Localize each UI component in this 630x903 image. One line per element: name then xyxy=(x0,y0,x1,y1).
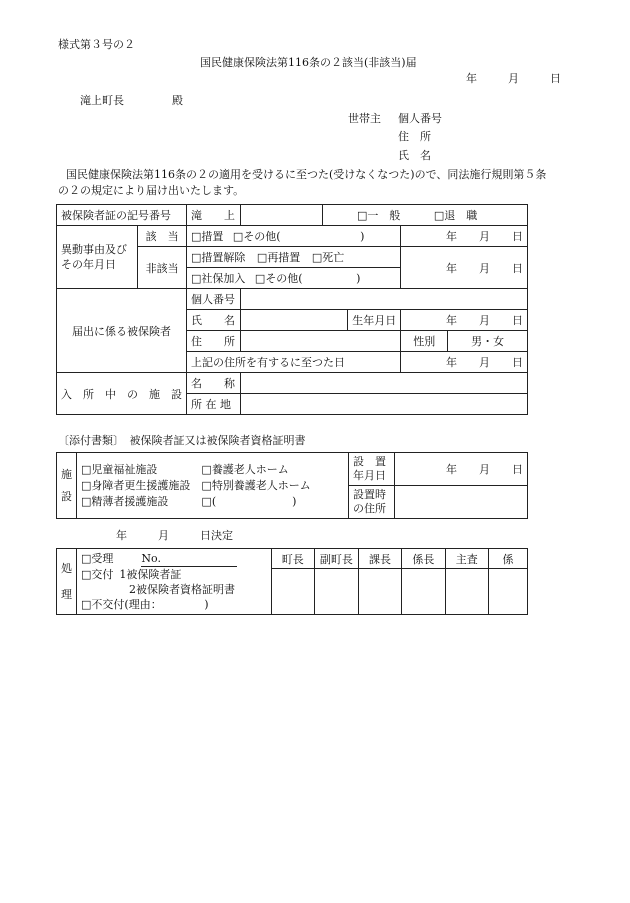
other2-label: その他( xyxy=(265,272,303,285)
setup-date[interactable] xyxy=(394,453,527,486)
receipt-number[interactable]: No. xyxy=(141,551,237,567)
day-label: 日 xyxy=(512,356,523,369)
facility-label: 入 所 中 の 施 設 xyxy=(57,373,187,415)
form-number: 様式第３号の２ xyxy=(58,38,135,51)
facility-name-label: 名 称 xyxy=(187,373,241,394)
other-facility-checkbox[interactable] xyxy=(201,495,211,508)
stamp-box-vice-mayor[interactable] xyxy=(314,569,358,615)
non-applicable-options-1 xyxy=(187,247,401,268)
addressee: 滝上町長 xyxy=(80,94,124,107)
intro-line-1: 国民健康保険法第116条の２の適用を受けるに至つた(受けなくなつた)ので、同法施行規則第５条 xyxy=(66,168,547,181)
other-checkbox[interactable] xyxy=(233,230,243,243)
applicable-options xyxy=(187,226,401,247)
month-label: 月 xyxy=(479,261,490,275)
address-label: 住 所 xyxy=(187,331,241,352)
year-label: 年 xyxy=(446,314,457,327)
month-label: 月 xyxy=(479,463,490,476)
stamp-box-chief-clerk[interactable] xyxy=(445,569,488,615)
stamp-box-section-chief[interactable] xyxy=(358,569,401,615)
householder-id-label: 個人番号 xyxy=(398,112,442,125)
name-field[interactable] xyxy=(240,310,347,331)
setup-address-label xyxy=(349,486,395,519)
decision-date xyxy=(116,527,233,543)
householder-address-label: 住 所 xyxy=(398,130,431,143)
death-label: 死亡 xyxy=(322,251,345,264)
received-checkbox[interactable] xyxy=(81,552,91,565)
process-label-2: 理 xyxy=(61,587,72,601)
personal-number-field[interactable] xyxy=(240,289,527,310)
issued-item-2: 2被保険者資格証明書 xyxy=(129,583,235,596)
insured-label: 届出に係る被保険者 xyxy=(57,289,187,373)
stamp-box-mayor[interactable] xyxy=(271,569,314,615)
children-welfare-checkbox[interactable] xyxy=(81,463,91,476)
disabled-rehab-label: 身障者更生援護施設 xyxy=(91,478,191,492)
reason-label-line2: その年月日 xyxy=(61,258,116,271)
year-label: 年 xyxy=(466,72,477,85)
householder-name-label: 氏 名 xyxy=(398,149,431,162)
name-label: 氏 名 xyxy=(187,310,241,331)
disabled-rehab-checkbox[interactable] xyxy=(81,479,91,492)
since-label: 上記の住所を有するに至つた日 xyxy=(187,352,401,373)
processing-table xyxy=(56,548,528,615)
measure-label: 措置 xyxy=(201,230,224,243)
decision-year-label: 年 xyxy=(116,529,127,542)
day-label: 日 xyxy=(512,230,523,243)
facility-address-field[interactable] xyxy=(240,394,527,415)
householder-label: 世帯主 xyxy=(348,112,381,125)
birth-date[interactable] xyxy=(401,310,528,331)
personal-number-label: 個人番号 xyxy=(187,289,241,310)
town-name: 滝 上 xyxy=(187,205,241,226)
general-label: 一 般 xyxy=(367,209,401,222)
setup-address-field[interactable] xyxy=(394,486,527,519)
setup-address-line2: の住所 xyxy=(353,502,387,515)
measure-release-label: 措置解除 xyxy=(201,251,246,264)
decision-month-label: 月 xyxy=(158,529,169,542)
elderly-care-label: 養護老人ホーム xyxy=(211,462,289,476)
issued-checkbox[interactable] xyxy=(81,568,91,581)
measure-checkbox[interactable] xyxy=(191,230,201,243)
page-title: 国民健康保険法第116条の２該当(非該当)届 xyxy=(200,56,417,69)
facility-name-field[interactable] xyxy=(240,373,527,394)
year-label: 年 xyxy=(446,356,457,369)
stamp-header-vice-mayor: 副町長 xyxy=(314,549,358,569)
stamp-header-mayor: 町長 xyxy=(271,549,314,569)
attachments: 〔添付書類〕 被保険者証又は被保険者資格証明書 xyxy=(58,434,306,447)
other-label: その他( xyxy=(243,230,281,243)
month-label: 月 xyxy=(479,314,490,327)
facility-options xyxy=(77,453,349,519)
month-label: 月 xyxy=(479,356,490,369)
close-paren: ) xyxy=(356,272,361,285)
sex-label: 性別 xyxy=(401,331,448,352)
remeasure-label: 再措置 xyxy=(267,251,301,264)
applicable-date[interactable] xyxy=(401,226,528,247)
year-label: 年 xyxy=(446,463,457,476)
stamp-box-clerk[interactable] xyxy=(488,569,527,615)
honorific: 殿 xyxy=(172,94,183,107)
retire-label: 退 職 xyxy=(444,209,478,222)
card-number-field[interactable] xyxy=(240,205,322,226)
day-label: 日 xyxy=(512,463,523,476)
stamp-box-subsection-chief[interactable] xyxy=(402,569,445,615)
insured-type xyxy=(322,205,527,226)
sex-value[interactable]: 男・女 xyxy=(448,331,528,352)
month-label: 月 xyxy=(508,72,519,85)
non-applicable-date[interactable] xyxy=(401,247,528,289)
special-elderly-label: 特別養護老人ホーム xyxy=(211,478,311,492)
other2-checkbox[interactable] xyxy=(255,272,265,285)
decision-day-label: 日決定 xyxy=(200,529,233,542)
setup-date-line2: 年月日 xyxy=(353,469,387,482)
close-paren: ) xyxy=(204,598,209,611)
day-label: 日 xyxy=(512,314,523,327)
reason-label xyxy=(57,226,138,289)
special-elderly-checkbox[interactable] xyxy=(201,479,211,492)
process-options xyxy=(77,549,272,615)
process-label xyxy=(57,549,77,615)
remeasure-checkbox[interactable] xyxy=(257,251,267,264)
children-welfare-label: 児童福祉施設 xyxy=(91,462,158,476)
non-applicable-options-2 xyxy=(187,268,401,289)
open-paren: ( xyxy=(211,494,217,508)
setup-date-label xyxy=(349,453,395,486)
setup-date-line1: 設 置 xyxy=(353,455,387,468)
birth-label: 生年月日 xyxy=(348,310,401,331)
submission-date xyxy=(466,70,561,86)
facility-type-label: 施設 xyxy=(57,453,77,519)
address-field[interactable] xyxy=(240,331,400,352)
stamp-header-subsection-chief: 係長 xyxy=(402,549,445,569)
reason-label-line1: 異動事由及び xyxy=(61,243,127,256)
applicable-label: 該 当 xyxy=(138,226,187,247)
process-label-1: 処 xyxy=(61,561,72,575)
measure-release-checkbox[interactable] xyxy=(191,251,201,264)
day-label: 日 xyxy=(550,72,561,85)
setup-address-line1: 設置時 xyxy=(353,488,387,501)
intro-line-2: の２の規定により届け出いたします。 xyxy=(58,184,245,197)
not-issued-checkbox[interactable] xyxy=(81,598,91,611)
day-label: 日 xyxy=(512,261,523,275)
card-symbol-label: 被保険者証の記号番号 xyxy=(57,205,187,226)
close-paren: ) xyxy=(360,230,365,243)
stamp-header-chief-clerk: 主査 xyxy=(445,549,488,569)
facility-table xyxy=(56,452,528,519)
received-label: 受理 xyxy=(91,552,114,565)
stamp-header-section-chief: 課長 xyxy=(358,549,401,569)
facility-address-label: 所 在 地 xyxy=(187,394,241,415)
close-paren: ) xyxy=(292,494,297,508)
issued-item-1: 1被保険者証 xyxy=(119,568,182,581)
elderly-care-checkbox[interactable] xyxy=(201,463,211,476)
year-label: 年 xyxy=(446,230,457,243)
death-checkbox[interactable] xyxy=(312,251,322,264)
stamp-header-clerk: 係 xyxy=(488,549,527,569)
mental-disabled-checkbox[interactable] xyxy=(81,495,91,508)
social-insurance-checkbox[interactable] xyxy=(191,272,201,285)
non-applicable-label: 非該当 xyxy=(138,247,187,289)
mental-disabled-label: 精薄者援護施設 xyxy=(91,494,169,508)
social-insurance-label: 社保加入 xyxy=(201,272,246,285)
month-label: 月 xyxy=(479,230,490,243)
not-issued-label: 不交付(理由： xyxy=(91,598,157,611)
general-checkbox[interactable] xyxy=(357,209,367,222)
issued-label: 交付 xyxy=(91,568,114,581)
retire-checkbox[interactable] xyxy=(434,209,444,222)
insured-table xyxy=(56,204,528,415)
year-label: 年 xyxy=(446,261,457,275)
since-date[interactable] xyxy=(401,352,528,373)
